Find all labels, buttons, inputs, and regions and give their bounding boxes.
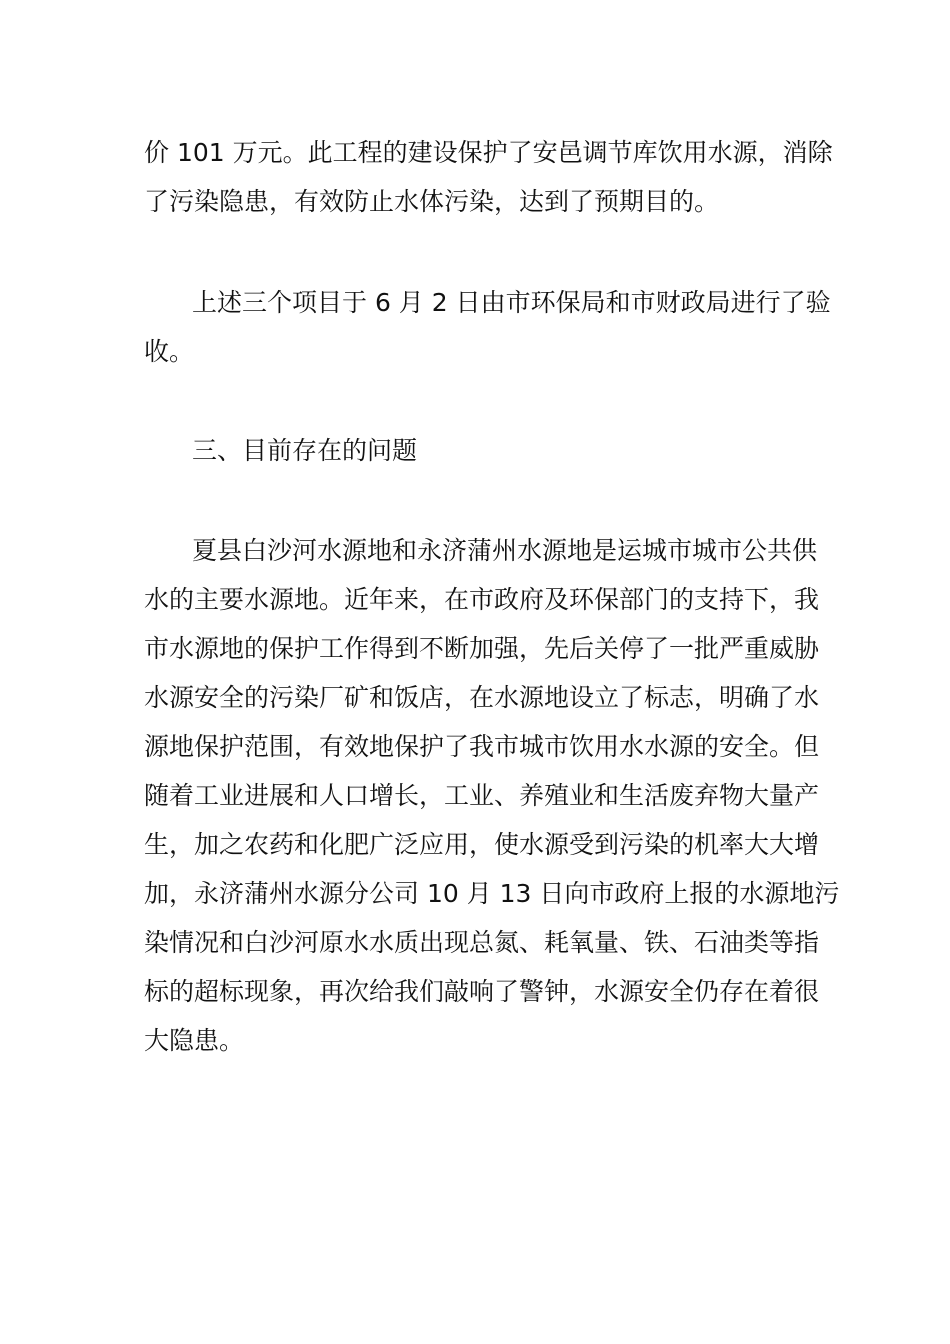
paragraph-line: 加，永济蒲州水源分公司 10 月 13 日向市政府上报的水源地污 bbox=[144, 879, 840, 908]
section-heading-text: 三、目前存在的问题 bbox=[192, 436, 418, 465]
paragraph-line: 水源安全的污染厂矿和饭店，在水源地设立了标志，明确了水 bbox=[144, 683, 820, 712]
paragraph-line: 源地保护范围，有效地保护了我市城市饮用水水源的安全。但 bbox=[144, 732, 820, 761]
paragraph-line: 随着工业进展和人口增长，工业、养殖业和生活废弃物大量产 bbox=[144, 781, 820, 810]
section-heading bbox=[144, 426, 809, 475]
paragraph-line: 收。 bbox=[144, 337, 195, 366]
paragraph-line: 上述三个项目于 6 月 2 日由市环保局和市财政局进行了验 bbox=[192, 288, 831, 317]
paragraph-acceptance bbox=[144, 278, 831, 376]
paragraph-line: 了污染隐患，有效防止水体污染，达到了预期目的。 bbox=[144, 187, 720, 216]
paragraph-continuation bbox=[144, 128, 833, 226]
paragraph-problems bbox=[144, 526, 840, 1065]
paragraph-line: 水的主要水源地。近年来，在市政府及环保部门的支持下，我 bbox=[144, 585, 820, 614]
paragraph-line: 大隐患。 bbox=[144, 1026, 245, 1055]
paragraph-line: 染情况和白沙河原水水质出现总氮、耗氧量、铁、石油类等指 bbox=[144, 928, 820, 957]
paragraph-line: 价 101 万元。此工程的建设保护了安邑调节库饮用水源，消除 bbox=[144, 138, 833, 167]
paragraph-line: 市水源地的保护工作得到不断加强，先后关停了一批严重威胁 bbox=[144, 634, 820, 663]
paragraph-line: 生，加之农药和化肥广泛应用，使水源受到污染的机率大大增 bbox=[144, 830, 820, 859]
paragraph-line: 夏县白沙河水源地和永济蒲州水源地是运城市城市公共供 bbox=[192, 536, 818, 565]
paragraph-line: 标的超标现象，再次给我们敲响了警钟，水源安全仍存在着很 bbox=[144, 977, 820, 1006]
